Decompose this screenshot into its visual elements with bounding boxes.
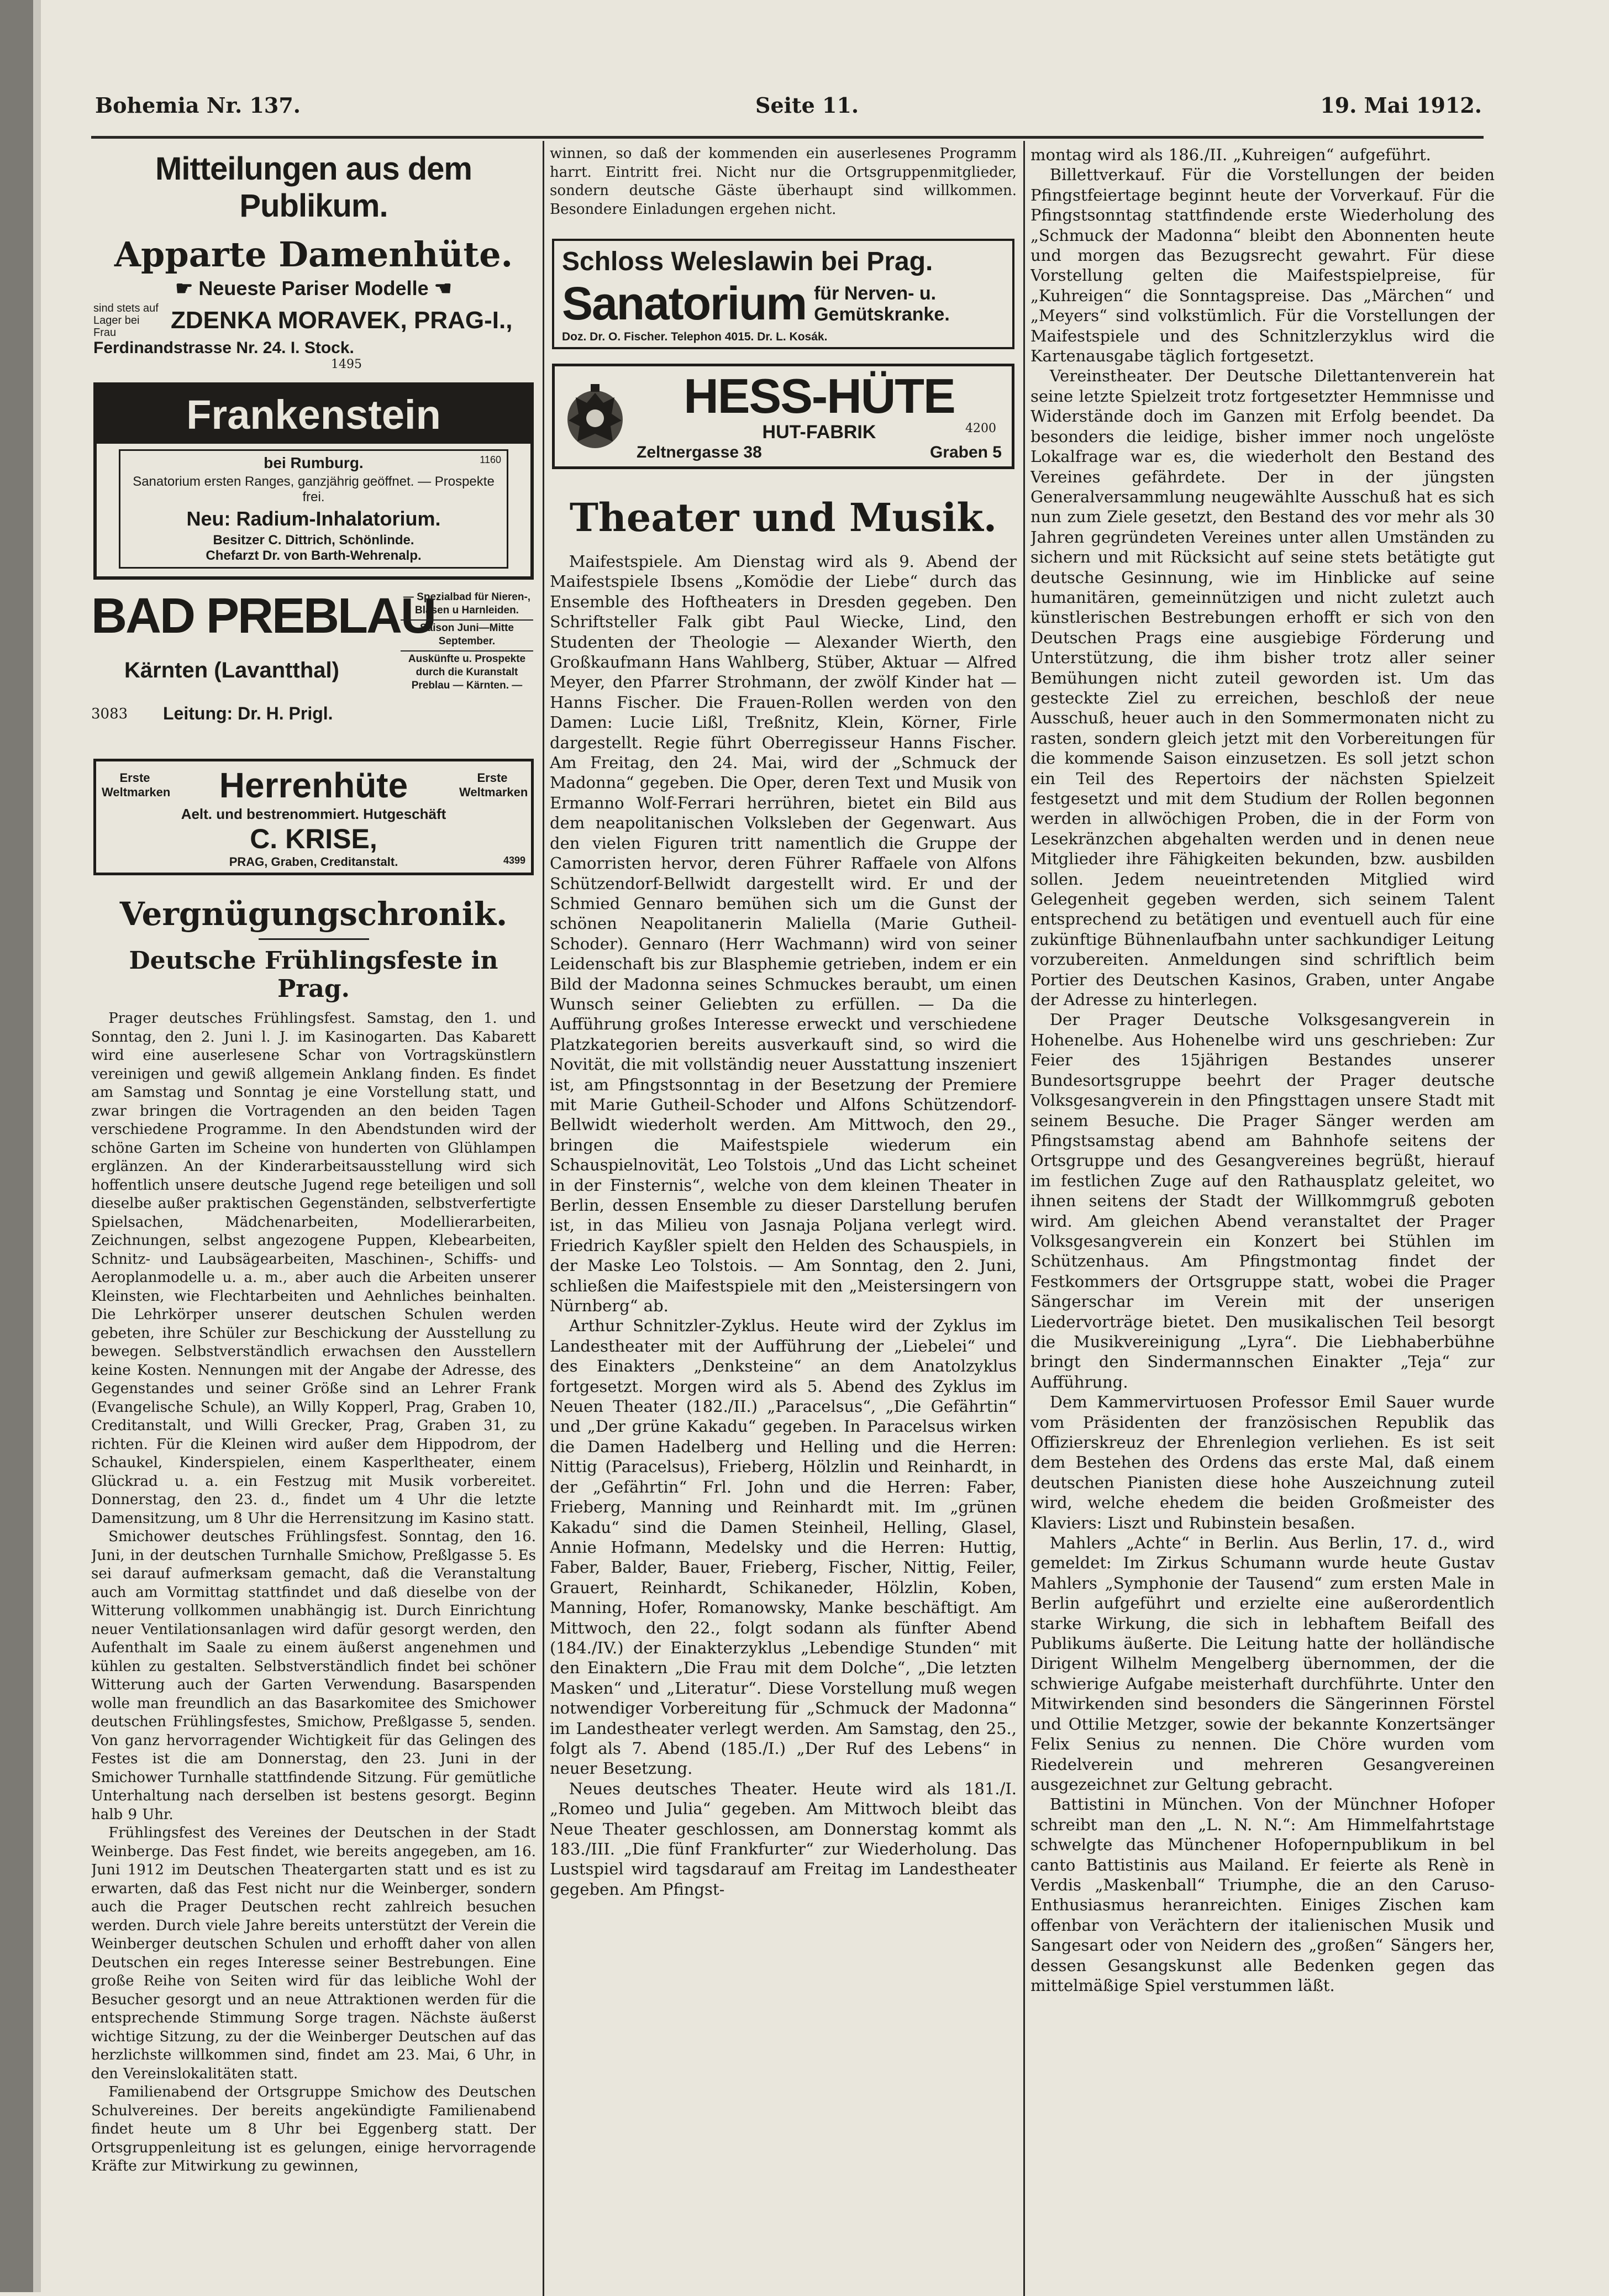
article-paragraph: Vereinstheater. Der Deutsche Dilettantenverein hat seine letzte Spielzeit trotz fortgesetzter Hemmnisse und Widerstände doch im Ganzen mit Erfolg beendet. Da besonders die leidige, bisher immer noch ungelöste Lokalfrage war es, die wiederholt den Bestand des Vereines gefährdete. Der in der jüngsten Generalversammlung neugewählte Ausschuß hat es sich nun zum Ziele gesetzt, den Bestand des vor mehr als 30 Jahren gegründeten Vereines unter allen Umständen zu sichern und mit Rücksicht auf seine stets betätigte gut deutsche Gesinnung, wie im Hinblicke auf seine humanitären, gemeinnützigen und nicht zuletzt auch künstlerischen Bestrebungen erhofft er sich von den Deutschen Prags eine ausgiebige Förderung und Unterstützung, die ihm bisher trotz aller seiner Bemühungen nicht zuteil geworden ist. Um das gesteckte Ziel zu erreichen, beschloß der neue Ausschuß, heuer auch in den Sommermonaten nicht zu rasten, sondern gleich jetzt mit den Vorbereitungen für die kommende Saison einzusetzen. Es soll jetzt schon ein Teil des Repertoirs der nächsten Spielzeit festgesetzt und mit dem Studium der Rollen begonnen werden in allwöchigen Proben, die in der Form von Lesekränzchen abgehalten werden und in denen neue Mitglieder ihre Fähigkeiten bekunden, bzw. ausbilden sollen. Jedem neueintretenden Mitglied wird Gelegenheit gegeben werden, sich seinem Talent entsprechend zu betätigen und eventuell auch für eine zukünftige Bühnenlaufbahn unter sachkundiger Leitung vorzubereiten. Anmeldungen sind schriftlich beim Portier des Deutschen Kasinos, Graben, unter Angabe der Adresse zu hinterlegen.	[1030, 366, 1495, 1010]
article-paragraph: Dem Kammervirtuosen Professor Emil Sauer wurde vom Präsidenten der französischen Republik das Offizierskreuz der Ehrenlegion verliehen. Es ist seit dem Bestehen des Ordens das erste Mal, daß einem deutschen Pianisten diese hohe Auszeichnung zuteil wird, welche ehedem die beiden Großmeister des Klaviers: Liszt und Rubinstein besaßen.	[1030, 1393, 1495, 1532]
ad-hess-huete	[552, 364, 1014, 469]
ad-herren-line2: PRAG, Graben, Creditanstalt.	[229, 855, 398, 869]
ad-hess-sub: HUT-FABRIK	[762, 422, 876, 443]
title-underline	[259, 938, 369, 940]
ad-herrenhuete	[93, 759, 534, 875]
ad-frankenstein	[93, 382, 534, 580]
column-rule-1	[543, 141, 544, 2296]
ad-bad-preblau	[91, 590, 536, 755]
column-3	[1030, 145, 1495, 2204]
page-edge	[0, 0, 33, 2292]
ad-preblau-side2: Saison Juni—Mitte September.	[401, 619, 533, 648]
article-paragraph: Mahlers „Achte“ in Berlin. Aus Berlin, 17. d., wird gemeldet: Im Zirkus Schumann wurde heute Gustav Mahlers „Symphonie der Tausend“ zum ersten Male in Berlin aufgeführt und erzielte eine außerordentlich starke Wirkung, die sich in lebhaftem Beifall des Publikums äußerte. Die Leitung hatte der holländische Dirigent Wilhelm Mengelberg übernommen, der die schwierige Aufgabe meisterhaft durchführte. Unter den Mitwirkenden sind besonders die Sängerinnen Förstel und Ottilie Metzger, sowie der bekannte Konzertsänger Felix Senius zu nennen. Die Chöre wurden vom Riedelverein und mehreren Gesangvereinen ausgezeichnet zur Geltung gebracht.	[1030, 1533, 1495, 1794]
vergnuegungschronik-title: Vergnügungschronik.	[119, 895, 508, 933]
ad-weleslawin	[552, 239, 1014, 349]
article-paragraph: Neues deutsches Theater. Heute wird als 181./I. „Romeo und Julia“ gegeben. Am Mittwoch bleibt das Neue Theater geschlossen, am Donnerstag kommt als 183./III. „Die fünf Frankfurter“ zur Wiederholung. Das Lustspiel wird tagsdarauf am Freitag im Landestheater gegeben. Am Pfingst-	[550, 1779, 1017, 1899]
ad-damen-name: ZDENKA MORAVEK, PRAG-I.,	[171, 307, 513, 334]
eagle-crest-icon	[559, 378, 631, 455]
ad-damen-line1: ☛ Neueste Pariser Modelle ☚	[175, 277, 452, 300]
header-rule	[91, 136, 1484, 139]
ad-herren-erste-right: Erste Weltmarken	[459, 771, 528, 799]
page-edge-shadow	[33, 0, 41, 2292]
ad-damen-title: Apparte Damenhüte.	[114, 234, 513, 275]
ad-frankenstein-line3: Neu: Radium-Inhalatorium.	[186, 507, 441, 530]
theater-title: Theater und Musik.	[569, 495, 997, 540]
ad-damenhuete	[91, 234, 536, 377]
article-paragraph: Prager deutsches Frühlingsfest. Samstag, den 1. und Sonntag, den 2. Juni l. J. im Kasinogarten. Das Kabarett wird eine auserlesene Schar von Vortragskünstlern vereinigen und gewiß allgemein Anklang finden. Es findet am Samstag und Sonntag je eine Vorstellung statt, und zwar bringen die Vortragenden an den beiden Tagen verschiedene Programme. In den Abendstunden wird der schöne Garten im Scheine von hunderten von Glühlampen erglänzen. An der Kinderarbeitsausstellung wird sich hoffentlich unsere deutsche Jugend rege beteiligen und soll dieselbe außer praktischen Gegenständen, selbstverfertigte Spielsachen, Mädchenarbeiten, Modellierarbeiten, Zeichnungen, selbst angezogene Puppen, Klebearbeiten, Schnitz- und Laubsägearbeiten, Maschinen-, Schiffs- und Aeroplanmodelle u. a. m., aber auch die Arbeiten unserer Kleinsten, wie Flechtarbeiten und Aehnliches beinhalten. Die Lehrkörper unserer deutschen Schulen werden gebeten, ihre Schüler zur Beschickung der Ausstellung zu bewegen. Selbstverständlich erwachsen den Ausstellern keine Kosten. Nennungen mit der Angabe der Adresse, des Gegenstandes und seiner Größe sind an Lehrer Frank (Evangelische Schule), an Willy Kopperl, Prag, Graben 10, Creditanstalt, und Willi Grecker, Prag, Graben 31, zu richten. Für die Kleinen wird außer dem Hippodrom, der Schaukel, Kinderspielen, einem Kasperltheater, einem Glückrad u. a. ein Festzug mit Musik vorbereitet. Donnerstag, den 23. d., findet um 4 Uhr die letzte Damensitzung, um 8 Uhr die Herrensitzung im Kasino statt.	[91, 1010, 536, 1527]
column-1	[91, 145, 536, 2204]
ad-damen-stets: sind stets auf Lager bei Frau	[93, 302, 159, 339]
article-paragraph: Maifestspiele. Am Dienstag wird als 9. Abend der Maifestspiele Ibsens „Komödie der Liebe“ durch das Ensemble des Hoftheaters in Dresden gegeben. Den Schriftsteller Falk gibt Paul Wiecke, Lind, den Studenten der Theologie — Alexander Wierth, den Großkaufmann Hans Wahlberg, Stüber, Aktuar — Alfred Meyer, den Pfarrer Strohmann, der zwölf Kinder hat — Hanns Fischer. Die Frauen-Rollen werden von den Damen: Lucie Lißl, Treßnitz, Klein, Körner, Firle dargestellt. Regie führt Oberregisseur Hanns Fischer. Am Freitag, den 24. Mai, wird der „Schmuck der Madonna“ gegeben. Die Oper, deren Text und Musik von Ermanno Wolf-Ferrari herrühren, bietet ein Bild aus dem neapolitanischen Volksleben der Gegenwart. Aus den vielen Figuren tritt namentlich die Gruppe der Camorristen hervor, deren Führer Raffaele von Alfons Schützendorf-Bellwidt dargestellt wird. Er und der Schmied Gennaro bemühen sich um die Gunst der schönen Neapolitanerin Maliella (Marie Gutheil-Schoder). Gennaro (Herr Wachmann) wird von seiner Leidenschaft bis zur Blasphemie getrieben, indem er ein Bild der Madonna seines Schmuckes beraubt, um einen Wunsch seiner Geliebten zu erfüllen. — Da die Aufführung großes Interesse erweckt und verschiedene Platzkategorien bereits ausverkauft sind, so wird die Novität, die mit vollständig neuer Ausstattung inszeniert ist, am Pfingstsonntag in der Besetzung der Premiere mit Marie Gutheil-Schoder und Alfons Schützendorf-Bellwidt wiederholt werden. Am Mittwoch, den 29., bringen die Maifestspiele wiederum ein Schauspielnovität, Leo Tolstois „Und das Licht scheinet in der Finsternis“, welche von dem kleinen Theater in Berlin, dessen Ensemble zu dieser Darstellung berufen ist, in das Milieu von Jasnaja Poljana verlegt wird. Friedrich Kayßler spielt den Helden des Schauspiels, in der Maske Leo Tolstois. — Am Sonntag, den 2. Juni, schließen die Maifestspiele mit den „Meistersingern von Nürnberg“ ab.	[550, 552, 1017, 1316]
article-paragraph: Familienabend der Ortsgruppe Smichow des Deutschen Schulvereines. Der bereits angekündigte Familienabend findet heute um 8 Uhr bei Eggenberg statt. Der Ortsgruppenleitung ist es gelungen, einige hervorragende Kräfte zur Mitwirkung zu gewinnen,	[91, 2084, 536, 2174]
header-center: Seite 11.	[755, 93, 859, 118]
ad-weleslawin-right1: für Nerven- u.	[814, 282, 937, 304]
pointing-hand-icon: ☚	[428, 277, 452, 300]
ad-preblau-code: 3083	[91, 706, 128, 722]
header-left: Bohemia Nr. 137.	[95, 93, 301, 118]
article-paragraph: montag wird als 186./II. „Kuhreigen“ aufgeführt.	[1030, 145, 1431, 164]
article-paragraph: Billettverkauf. Für die Vorstellungen der beiden Pfingstfeiertage beginnt heute der Vorverkauf. Für die Pfingstsonntag stattfindende erste Wiederholung des „Schmuck der Madonna“ bleibt den Abonnenten heute und morgen das Bezugsrecht gewahrt. Für diese Vorstellung gelten die Maifestspielpreise, für „Kuhreigen“ die Sonntagspreise. Das „Märchen“ und „Meyers“ sind volkstümlich. Für die Vorstellungen der Maifestspiele und des Schnitzlerzyklus wird die Kartenausgabe täglich fortgesetzt.	[1030, 165, 1495, 366]
fruehlingsfeste-title: Deutsche Frühlingsfeste in Prag.	[129, 947, 498, 1003]
ad-herren-name: C. KRISE,	[250, 823, 377, 854]
ad-hess-right: Graben 5	[929, 443, 1002, 461]
ad-frankenstein-title: Frankenstein	[97, 386, 530, 444]
ad-preblau-side1: — Spezialbad für Nieren-, Blasen u Harnleiden.	[403, 591, 531, 616]
ad-hess-left: Zeltnergasse 38	[637, 443, 762, 461]
ad-preblau-side3: Auskünfte u. Prospekte durch die Kuranstalt Preblau — Kärnten. —	[401, 650, 533, 692]
ad-preblau-leitung: Leitung: Dr. H. Prigl.	[163, 703, 333, 723]
ad-preblau-title: BAD PREBLAU	[91, 589, 435, 644]
running-head	[95, 93, 1482, 126]
ad-herren-erste-left: Erste Weltmarken	[102, 771, 171, 799]
ad-weleslawin-right2: Gemütskranke.	[814, 303, 950, 325]
ad-damen-address: Ferdinandstrasse Nr. 24. I. Stock.	[93, 339, 354, 357]
article-paragraph: Der Prager Deutsche Volksgesangverein in Hohenelbe. Aus Hohenelbe wird uns geschrieben: Zur Feier des 15jährigen Bestandes unserer Bundesortsgruppe beehrt der Prager deutsche Volksgesangverein in den Pfingsttagen unsere Stadt mit seinem Besuche. Die Prager Sänger werden am Pfingstsamstag abend am Bahnhofe seitens der Ortsgruppe und des Gesangvereines begrüßt, hierauf im festlichen Zuge auf den Rathausplatz geleitet, wo ihnen seitens der Stadt der Willkommgruß geboten wird. Am gleichen Abend veranstaltet der Prager Volksgesangverein ein Konzert bei Stühlen im Schützenhaus. Am Pfingstmontag findet der Festkommers der Ortsgruppe statt, wobei die Prager Sängerschar im Verein mit der unserigen Liedervorträge bietet. Den musikalischen Teil besorgt die Musikvereinigung „Lyra“. Die Liebhaberbühne bringt den Sindermannschen Einakter „Teja“ zur Aufführung.	[1030, 1010, 1495, 1391]
article-paragraph: Battistini in München. Von der Münchner Hofoper schreibt man den „L. N. N.“: Am Himmelfahrtstage schwelgte das Münchener Hofopernpublikum in bel canto Battistinis aus Mailand. Er feierte als Renè in Verdis „Maskenball“ Triumphe, die an den Caruso-Enthusiasmus heranreichten. Einiges Zischen kam offenbar von Verächtern der italienischen Musik und Sangesart oder von Neidern des „großen“ Sängers her, dessen Gesangskunst alle Bedenken gegen das mittelmäßige Spiel verstummen läßt.	[1030, 1795, 1495, 1995]
ad-weleslawin-line1: Schloss Weleslawin bei Prag.	[562, 247, 933, 276]
mitteilungen-title: Mitteilungen aus dem Publikum.	[155, 151, 472, 224]
column-2	[550, 145, 1017, 2204]
ad-hess-title: HESS-HÜTE	[683, 369, 955, 423]
article-paragraph: Arthur Schnitzler-Zyklus. Heute wird der Zyklus im Landestheater mit der Aufführung der „Liebelei“ und des Einakters „Denksteine“ an dem Anatolzyklus fortgesetzt. Morgen wird als 5. Abend des Zyklus im Neuen Theater (182./II.) „Paracelsus“, „Die Gefährtin“ und „Der grüne Kakadu“ gegeben. In Paracelsus wirken die Damen Hadelberg und Helling und die Herren: Nittig (Paracelsus), Frieberg, Hölzlin und Reinhardt, in der „Gefährtin“ Frl. John und die Herren: Faber, Frieberg, Manning und Reinhardt mit. Im „grünen Kakadu“ sind die Damen Steinheil, Helling, Glasel, Annie Hofmann, Medelsky und die Herren: Huttig, Faber, Balder, Bauer, Frieberg, Fischer, Nittig, Feiler, Grauert, Reinhardt, Schikaneder, Hölzlin, Koben, Manning, Hofer, Romanowsky, Manke beschäftigt. Am Mittwoch, den 22., folgt sodann als fünfter Abend (184./IV.) der Einakterzyklus „Lebendige Stunden“ mit den Einaktern „Die Frau mit dem Dolche“, „Die letzten Masken“ und „Literatur“. Diese Vorstellung muß wegen notwendiger Vorbereitung für „Schmuck der Madonna“ im Landestheater verlegt werden. Am Samstag, den 25., folgt als 7. Abend (185./I.) „Der Ruf des Lebens“ in neuer Besetzung.	[550, 1316, 1017, 1778]
ad-frankenstein-code: 1160	[480, 454, 501, 465]
header-right: 19. Mai 1912.	[1320, 93, 1482, 118]
ad-weleslawin-big: Sanatorium	[562, 277, 807, 329]
ad-frankenstein-line4: Besitzer C. Dittrich, Schönlinde.	[213, 533, 414, 548]
ad-frankenstein-line1: bei Rumburg.	[264, 454, 364, 471]
ad-herren-title: Herrenhüte	[219, 765, 408, 805]
article-paragraph: winnen, so daß der kommenden ein auserlesenes Programm harrt. Eintritt frei. Nicht nur die Ortsgruppenmitglieder, sondern deutsche Gäste überhaupt sind willkommen. Besondere Einladungen ergehen nicht.	[550, 145, 1017, 218]
article-paragraph: Smichower deutsches Frühlingsfest. Sonntag, den 16. Juni, in der deutschen Turnhalle Smichow, Preßlgasse 5. Es sei darauf aufmerksam gemacht, daß die Veranstaltung auch am Vormittag stattfindet und daß dieselbe von der Witterung vollkommen unabhängig ist. Durch Einrichtung neuer Ventilationsanlagen wird dafür gesorgt werden, den Aufenthalt im Saale zu einem äußerst angenehmen und kühlen zu gestalten. Selbstverständlich findet bei schöner Witterung auch der Garten Verwendung. Basarspenden wolle man freundlich an das Basarkomitee des Smichower deutschen Frühlingsfestes, Smichow, Preßlgasse 5, senden. Von ganz hervorragender Wichtigkeit für das Gelingen des Festes ist die am Donnerstag, den 23. Juni in der Smichower Turnhalle stattfindende Sitzung. Für gemütliche Unterhaltung nach derselben ist bestens gesorgt. Beginn halb 9 Uhr.	[91, 1528, 536, 1823]
ad-herren-code: 4399	[503, 855, 525, 866]
ad-weleslawin-foot: Doz. Dr. O. Fischer. Telephon 4015. Dr. L. Kosák.	[562, 330, 828, 343]
ad-herren-line1: Aelt. und bestrenommiert. Hutgeschäft	[181, 806, 446, 822]
article-paragraph: Frühlingsfest des Vereines der Deutschen in der Stadt Weinberge. Das Fest findet, wie bereits angegeben, am 16. Juni 1912 im Deutschen Theatergarten statt und es ist zu erwarten, daß das Fest nicht nur die Weinberger, sondern auch die Prager Deutschen recht zahlreich besuchen werden. Durch viele Jahre bereits unterstützt der Verein die Weinberger deutschen Schulen und erhofft daher von allen Deutschen ein reges Interesse seiner Bestrebungen. Eine große Reihe von Seiten wird für das leibliche Wohl der Besucher gesorgt und an neue Attraktionen werden für die entsprechende Stimmung Sorge tragen. Nächste äußerst wichtige Sitzung, zu der die Weinberger Deutschen auf das herzlichste willkommen sind, findet am 23. Mai, 6 Uhr, in den Vereinslokalitäten statt.	[91, 1825, 536, 2082]
ad-frankenstein-line2: Sanatorium ersten Ranges, ganzjährig geöffnet. — Prospekte frei.	[133, 474, 495, 505]
pointing-hand-icon: ☛	[175, 277, 199, 300]
ad-damen-code: 1495	[331, 358, 362, 371]
column-rule-2	[1023, 141, 1025, 2296]
ad-frankenstein-line5: Chefarzt Dr. von Barth-Wehrenalp.	[206, 548, 422, 563]
ad-hess-code: 4200	[965, 422, 996, 435]
ad-preblau-place: Kärnten (Lavantthal)	[124, 658, 339, 682]
